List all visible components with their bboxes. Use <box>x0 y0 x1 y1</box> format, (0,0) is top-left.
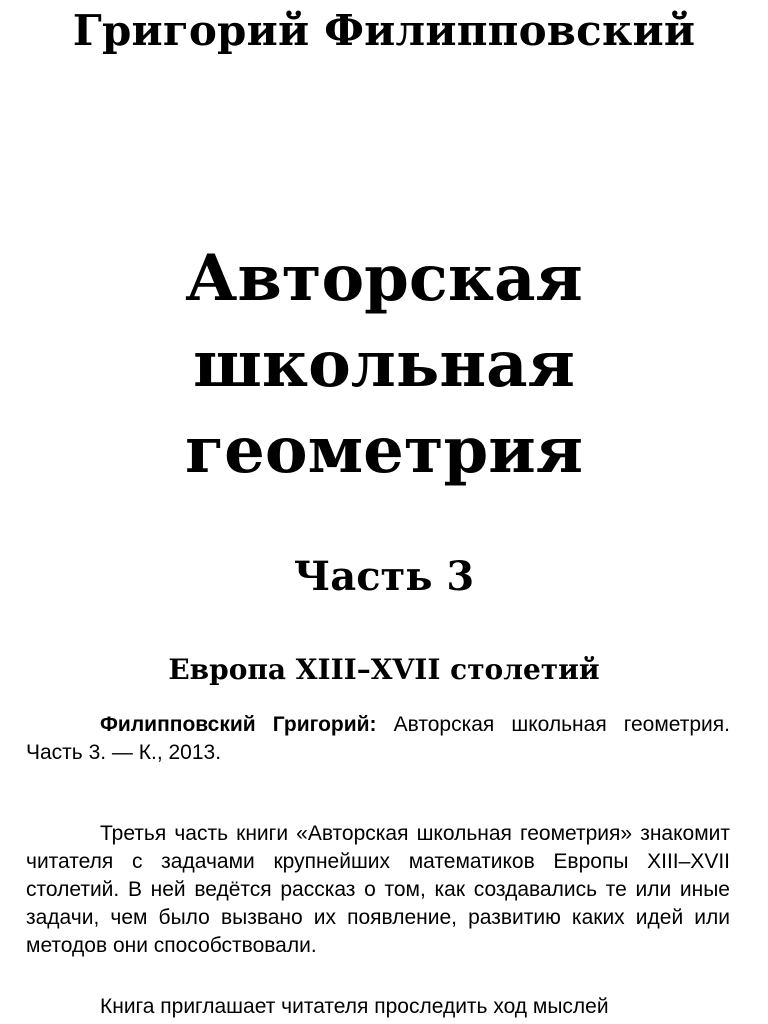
description-paragraph-2: Книга приглашает читателя проследить ход мыслей <box>100 995 609 1018</box>
part-number: Часть 3 <box>293 553 475 600</box>
citation-text: Авторская школьная геометрия. Часть 3. — К., 2013. <box>26 713 730 764</box>
author-name: Григорий Филипповский <box>72 6 696 55</box>
description-continuation <box>26 993 730 1021</box>
description-block <box>26 820 730 960</box>
citation-author: Филипповский Григорий: <box>100 713 377 736</box>
book-subtitle: Европа XIII–XVII столетий <box>168 653 600 686</box>
book-title-line-1: Авторская <box>185 241 583 316</box>
description-paragraph-1: Третья часть книги «Авторская школьная геометрия» знакомит читателя с задачами крупнейших математиков Европы XIII–XVII столетий. В ней ведётся рассказ о том, как создавались те или иные задачи, чем было вызвано их появление, развитию каких идей или методов они способствовали. <box>26 822 730 957</box>
book-title-line-2: школьная геометрия <box>184 327 584 488</box>
citation-paragraph <box>26 711 730 767</box>
citation-block <box>26 711 730 767</box>
book-title <box>0 236 768 494</box>
